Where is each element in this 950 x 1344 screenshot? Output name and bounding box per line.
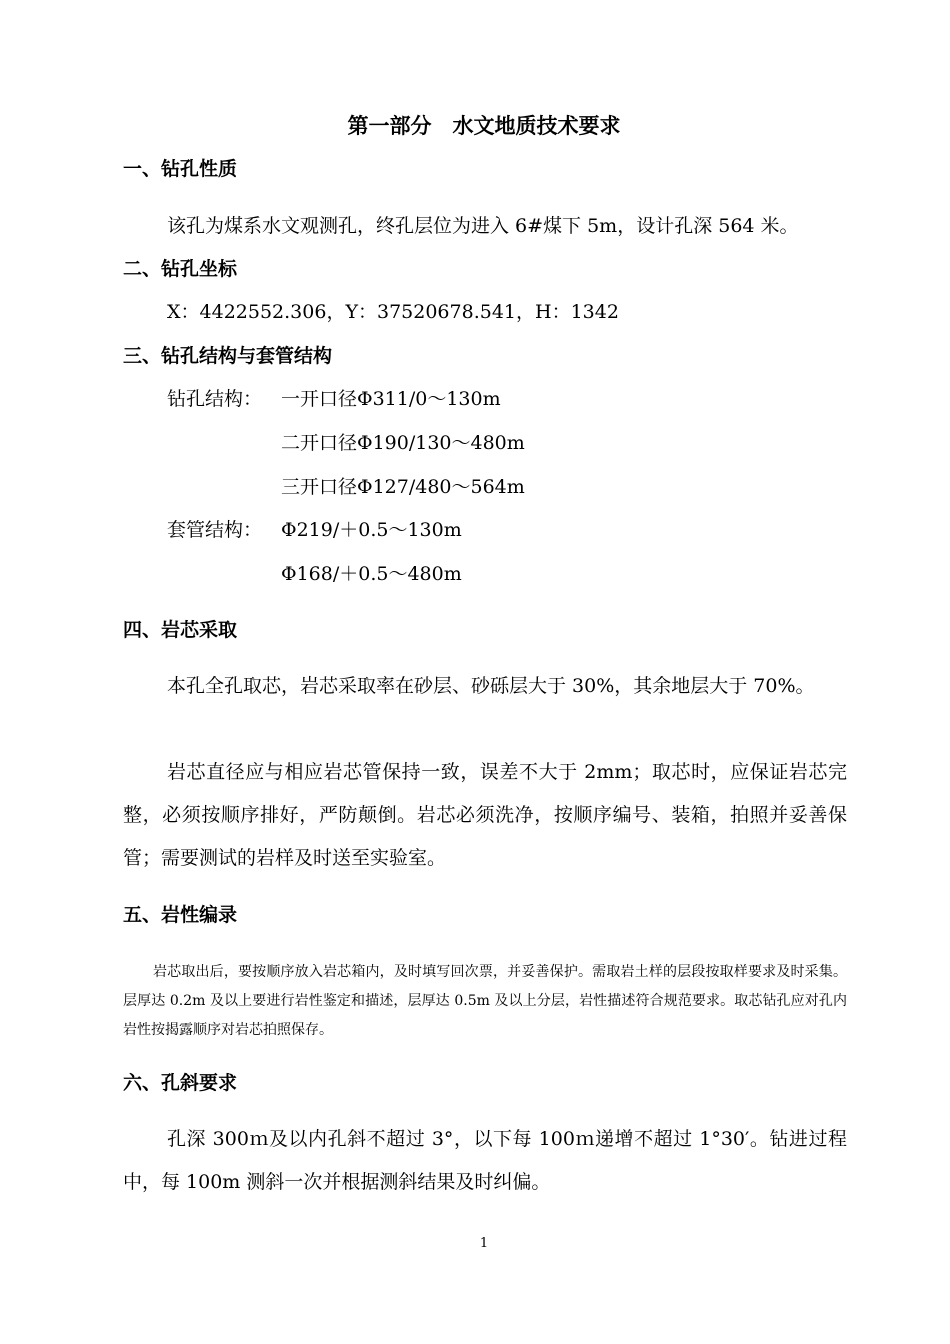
hole-coordinates-text: X：4422552.306，Y：37520678.541，H：1342 [167,301,619,323]
hole-structure-line-1: 一开口径Φ311/0～130m [281,388,501,410]
core-sampling-paragraph-1: 本孔全孔取芯，岩芯采取率在砂层、砂砾层大于 30%，其余地层大于 70%。 [167,675,815,697]
hole-structure-line-2: 二开口径Φ190/130～480m [281,432,525,454]
hole-deviation-paragraph: 孔深 300ｍ及以内孔斜不超过 3°，以下每 100ｍ递增不超过 1°30′。钻进过程中，每 100m 测斜一次并根据测斜结果及时纠偏。 [123,1128,847,1193]
hole-nature-text: 该孔为煤系水文观测孔，终孔层位为进入 6#煤下 5m，设计孔深 564 米。 [167,215,799,237]
hole-structure-line-3: 三开口径Φ127/480～564m [281,476,525,498]
hole-structure-label: 钻孔结构： [167,388,263,410]
page-number: 1 [479,1236,489,1251]
core-sampling-paragraph-2: 岩芯直径应与相应岩芯管保持一致，误差不大于 2mm；取芯时，应保证岩芯完整，必须按顺序排好，严防颠倒。岩芯必须洗净，按顺序编号、装箱，拍照并妥善保管；需要测试的岩样及时送至实验室。 [123,761,847,869]
page-title: 第一部分 水文地质技术要求 [347,114,621,138]
casing-structure-label: 套管结构： [167,519,263,541]
section-heading-hole-nature: 一、钻孔性质 [123,158,238,180]
lithology-logging-paragraph: 岩芯取出后，要按顺序放入岩芯箱内，及时填写回次票，并妥善保护。需取岩土样的层段按取样要求及时采集。层厚达 0.2m 及以上要进行岩性鉴定和描述，层厚达 0.5m 及以上分层，岩性描述符合规范要求。取芯钻孔应对孔内岩性按揭露顺序对岩芯拍照保存。 [123,964,847,1038]
section-heading-hole-deviation: 六、孔斜要求 [123,1072,238,1094]
casing-structure-line-1: Φ219/＋0.5～130m [281,519,462,541]
section-heading-hole-structure: 三、钻孔结构与套管结构 [123,345,333,367]
section-heading-hole-coordinates: 二、钻孔坐标 [123,258,238,280]
section-heading-core-sampling: 四、岩芯采取 [123,619,238,641]
casing-structure-line-2: Φ168/＋0.5～480m [281,563,462,585]
section-heading-lithology-logging: 五、岩性编录 [123,904,238,926]
